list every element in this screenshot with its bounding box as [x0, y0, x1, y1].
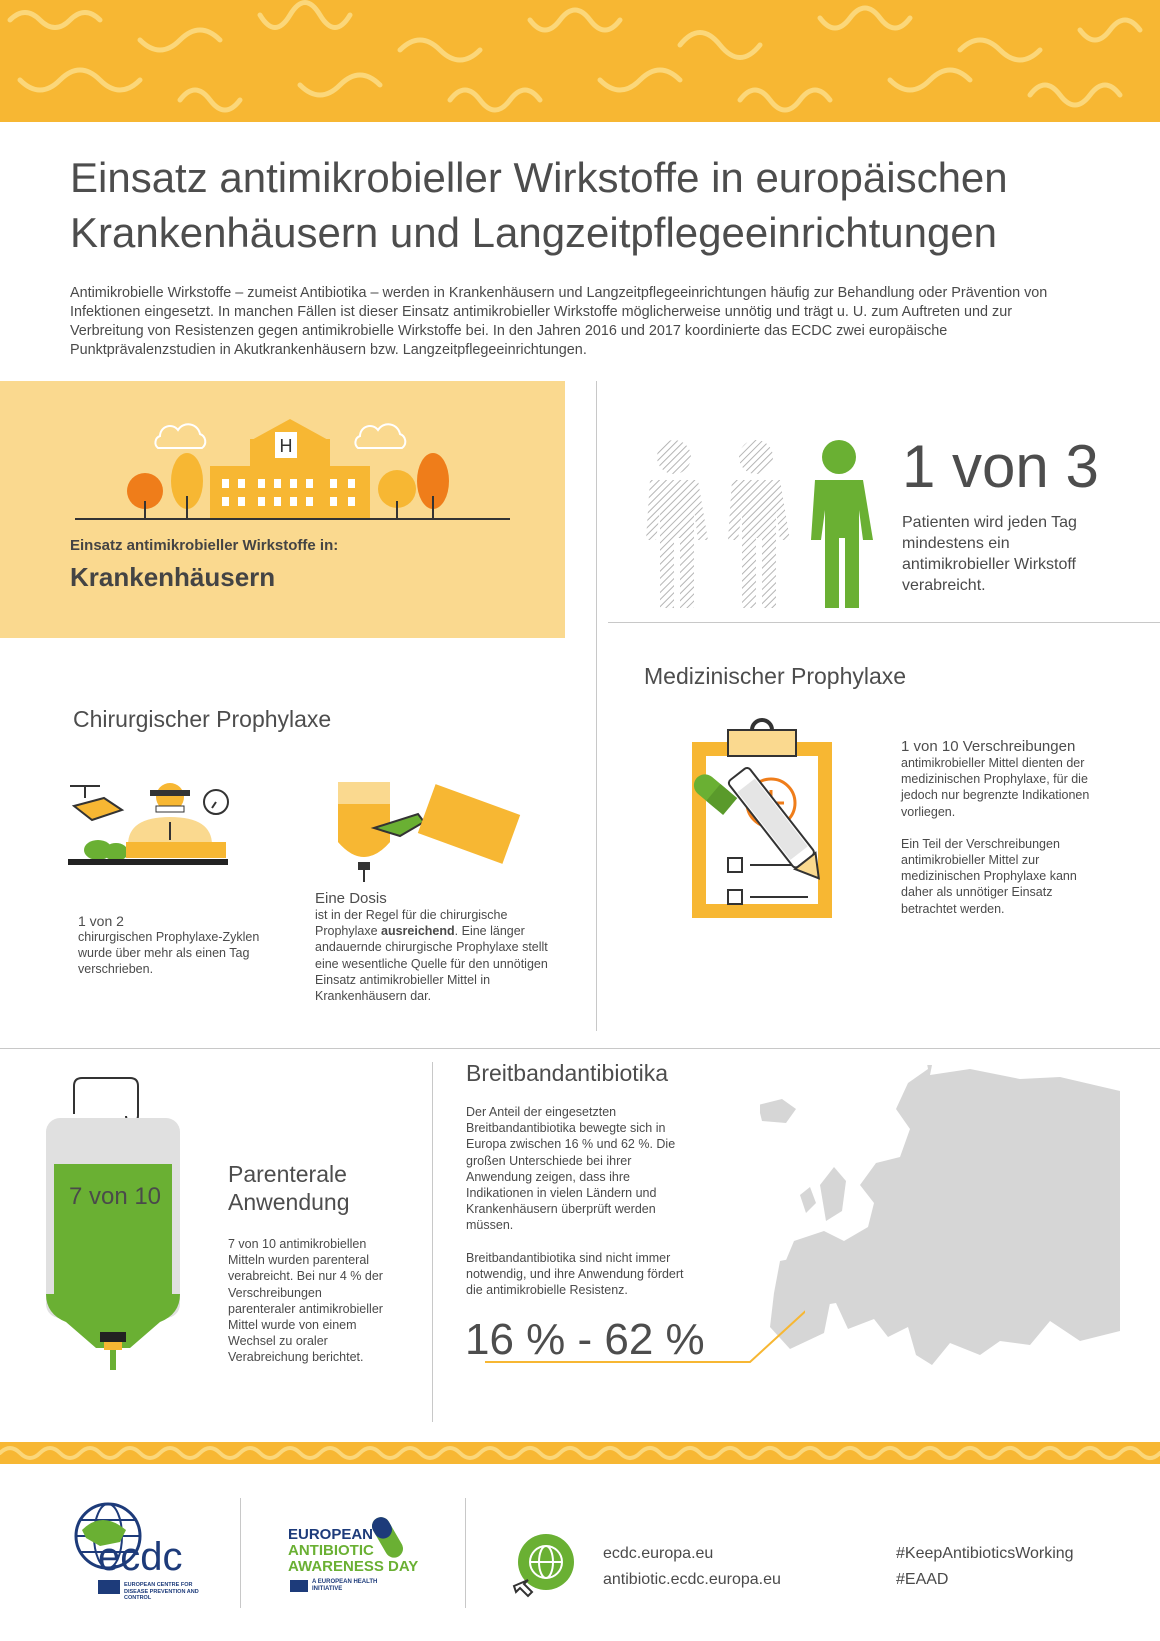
surgical-stat-text: chirurgischen Prophylaxe-Zyklen wurde über mehr als einen Tag verschrieben. — [78, 930, 260, 977]
hospital-illustration-icon — [0, 401, 565, 551]
surgical-stat-head: 1 von 2 — [78, 913, 124, 929]
medical-stat-text: antimikrobieller Mittel dienten der medizinischen Prophylaxe, für die jedoch nur begrenzte Indikationen vorliegen. — [901, 756, 1090, 819]
iv-bag-label: 7 von 10 — [68, 1183, 162, 1210]
patient-figure-grey-2 — [728, 440, 790, 608]
footer-divider-1 — [240, 1498, 241, 1608]
broad-text-2: Breitbandantibiotika sind nicht immer notwendig, und ihre Anwendung fördert die antimikrobielle Resistenz. — [466, 1250, 684, 1298]
patients-figures-icon — [636, 432, 886, 612]
hashtag-keep-antibiotics-working[interactable]: #KeepAntibioticsWorking — [896, 1545, 1074, 1562]
intro-paragraph: Antimikrobielle Wirkstoffe – zumeist Antibiotika – werden in Krankenhäusern und Langzeitpflegeeinrichtungen häufig zur Behandlung oder Prävention von Infektionen eingesetzt. In manchen Fällen ist dieser Einsatz antimikrobieller Wirkstoffe möglicherweise unnötig und trägt u. U. zum Auftreten und zur Verbreitung von Resistenzen gegen antimikrobielle Wirkstoffe bei. In den Jahren 2016 und 2017 koordinierte das ECDC zwei europäische Punktprävalenzstudien in Akutkrankenhäusern bzw. Langzeitpflegeeinrichtungen. — [70, 285, 1048, 358]
hashtag-eaad[interactable]: #EAAD — [896, 1571, 949, 1588]
title-line-1: Einsatz antimikrobieller Wirkstoffe in europäischen — [70, 154, 1008, 201]
eaad-logo-line-1: EUROPEAN — [288, 1526, 374, 1543]
parenteral-block — [228, 1160, 408, 1366]
dose-head: Eine Dosis — [315, 890, 387, 907]
europe-map-icon — [760, 1065, 1120, 1385]
patient-figure-grey-1 — [646, 440, 708, 608]
medical-heading: Medizinischer Prophylaxe — [644, 663, 907, 689]
hospital-panel — [0, 381, 565, 638]
broad-heading: Breitbandantibiotika — [466, 1060, 669, 1086]
top-pattern-band — [0, 0, 1160, 122]
dose-text-part-1: ist in der Regel für die chirurgische Prophylaxe — [315, 908, 508, 939]
patients-stat-number: 1 von 3 — [902, 433, 1099, 500]
eaad-logo-line-3: AWARENESS DAY — [288, 1558, 419, 1575]
dose-text — [315, 907, 570, 1004]
link-antibiotic-ecdc[interactable]: antibiotic.ecdc.europa.eu — [603, 1571, 781, 1588]
clipboard-illustration-icon — [676, 718, 896, 938]
bottom-pattern-band — [0, 1442, 1160, 1464]
parenteral-text: 7 von 10 antimikrobiellen Mitteln wurden parenteral verabreicht. Bei nur 4 % der Verschreibungen parenteraler antimikrobieller Mittel wurde von einem Wechsel zu oraler Verabreichung berichtet. — [228, 1237, 383, 1365]
ecdc-logo-subtitle: EUROPEAN CENTRE FOR DISEASE PREVENTION AND CONTROL — [124, 1582, 199, 1601]
eaad-capsule-icon — [364, 1505, 414, 1575]
pattern-decoration — [0, 0, 1160, 122]
broad-text-block — [466, 1104, 691, 1298]
parenteral-heading-2: Anwendung — [228, 1189, 350, 1215]
divider-vertical-bottom — [432, 1062, 433, 1422]
hospital-label: Einsatz antimikrobieller Wirkstoffe in: — [70, 537, 339, 554]
ecdc-logo-text: ecdc — [98, 1535, 183, 1579]
patient-figure-green — [811, 440, 873, 608]
eaad-logo-subtitle: A EUROPEAN HEALTH INITIATIVE — [312, 1579, 378, 1592]
link-ecdc[interactable]: ecdc.europa.eu — [603, 1545, 714, 1562]
web-globe-icon — [512, 1532, 582, 1602]
footer-divider-2 — [465, 1498, 466, 1608]
medical-stat-block — [901, 738, 1101, 917]
eu-flag-icon — [290, 1580, 308, 1592]
pattern-decoration-bottom — [0, 1442, 1160, 1464]
dose-text-part-2: . Eine länger andauernde chirurgische Prophylaxe stellt eine wesentliche Quelle für den unnötigen Einsatz antimikrobieller Mittel in Krankenhäusern dar. — [315, 924, 548, 1004]
hospital-title: Krankenhäusern — [70, 562, 276, 592]
surgical-stat-block — [78, 913, 268, 978]
hospital-sign-text: H — [279, 436, 293, 456]
surgery-illustration-icon — [68, 770, 248, 880]
divider-horizontal-right — [608, 622, 1160, 623]
dose-block — [315, 890, 570, 1004]
dose-text-bold: ausreichend — [381, 924, 455, 939]
broad-range: 16 % - 62 % — [465, 1315, 705, 1364]
page-title — [70, 150, 1110, 260]
surgical-heading: Chirurgischer Prophylaxe — [73, 706, 332, 732]
patients-stat-text: Patienten wird jeden Tag mindestens ein antimikrobieller Wirkstoff verabreicht. — [902, 514, 1077, 594]
drip-hand-illustration-icon — [334, 778, 524, 888]
divider-vertical-top — [596, 381, 597, 1031]
parenteral-heading-1: Parenterale — [228, 1161, 347, 1187]
broad-text-1: Der Anteil der eingesetzten Breitbandantibiotika bewegte sich in Europa zwischen 16 % und 62 %. Die großen Unterschiede bei ihrer Anwendung zeigen, dass ihre Indikationen in vielen Ländern und Krankenhäusern überprüft werden müssen. — [466, 1105, 676, 1233]
eaad-logo-line-2: ANTIBIOTIC — [288, 1542, 374, 1559]
title-line-2: Krankenhäusern und Langzeitpflegeeinrichtungen — [70, 209, 998, 256]
iv-bag-illustration-icon — [46, 1074, 196, 1374]
divider-horizontal-middle — [0, 1048, 1160, 1049]
medical-stat-head: 1 von 10 Verschreibungen — [901, 738, 1076, 755]
medical-text-2: Ein Teil der Verschreibungen antimikrobieller Mittel zur medizinischen Prophylaxe kann daher als unnötiger Einsatz betrachtet werden. — [901, 836, 1077, 916]
